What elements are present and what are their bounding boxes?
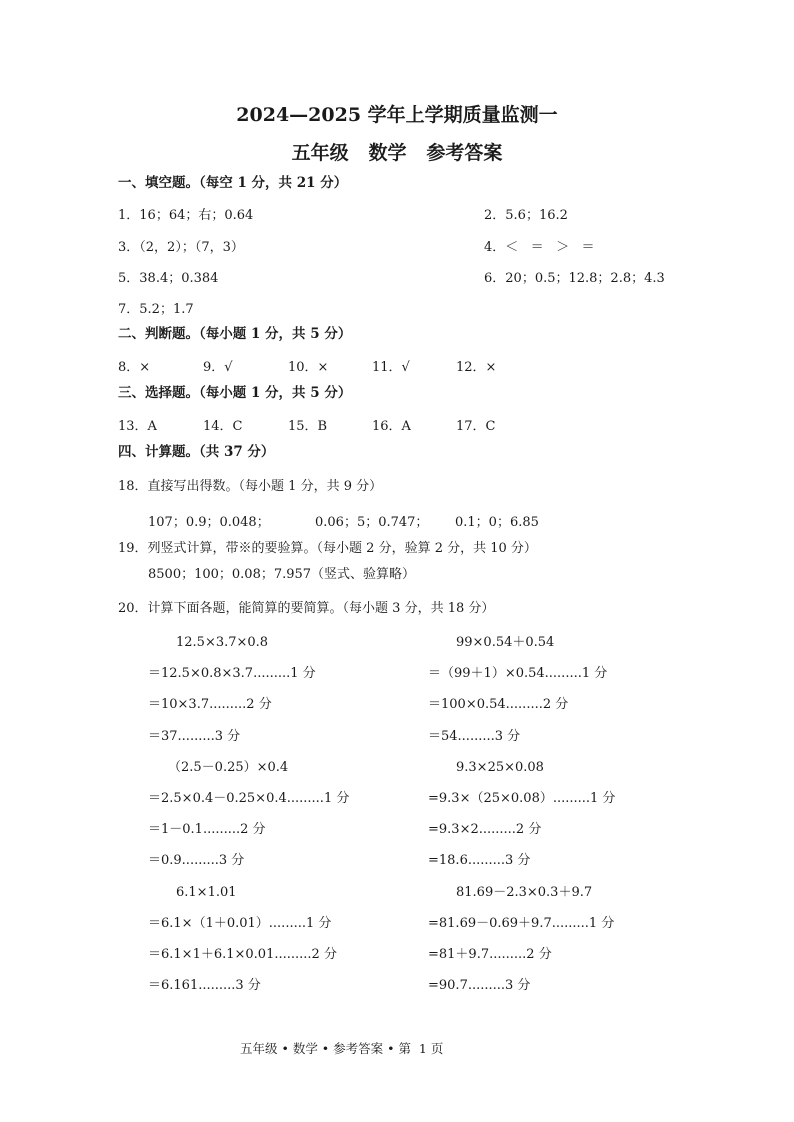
answer-q1: 1．16；64；右；0.64 [118,208,254,223]
answer-q9: 9．√ [203,360,233,375]
answer-q15: 15．B [288,419,328,434]
calc-right-2-step2: =9.3×2.........2 分 [428,822,542,837]
calc-right-1-expr: 99×0.54＋0.54 [456,635,555,650]
section-heading-fill-blank: 一、填空题。（每空 1 分，共 21 分） [118,175,348,191]
calc-left-3-step1: ＝6.1×（1＋0.01）.........1 分 [148,916,332,931]
section-heading-multiple-choice: 三、选择题。（每小题 1 分，共 5 分） [118,385,352,401]
answer-q13: 13．A [118,419,157,434]
calc-left-3-expr: 6.1×1.01 [176,885,237,900]
section-heading-calculation: 四、计算题。（共 37 分） [118,444,275,460]
calc-left-1-step1: ＝12.5×0.8×3.7.........1 分 [148,666,316,681]
calc-right-1-step2: ＝100×0.54.........2 分 [428,697,569,712]
calc-left-2-step2: ＝1－0.1.........2 分 [148,822,266,837]
calc-left-2-step1: ＝2.5×0.4－0.25×0.4.........1 分 [148,791,350,806]
calc-right-3-step2: =81＋9.7.........2 分 [428,947,552,962]
answer-19: 8500；100；0.08；7.957（竖式、验算略） [148,567,416,582]
answer-q17: 17．C [456,419,496,434]
calc-left-1-step2: ＝10×3.7.........2 分 [148,697,272,712]
answer-18-part2: 0.06；5；0.747； [315,515,429,530]
answer-18-part3: 0.1；0；6.85 [455,515,539,530]
answer-q5: 5．38.4；0.384 [118,271,219,286]
page-subtitle: 五年级 数学 参考答案 [291,142,503,164]
answer-q7: 7．5.2；1.7 [118,302,194,317]
question-19: 19．列竖式计算，带※的要验算。（每小题 2 分，验算 2 分，共 10 分） [118,541,537,556]
answer-q11: 11．√ [372,360,410,375]
calc-right-3-step3: =90.7.........3 分 [428,978,531,993]
answer-q14: 14．C [203,419,243,434]
answer-q8: 8．× [118,360,151,375]
page-footer: 五年级 • 数学 • 参考答案 • 第 1 页 [240,1041,444,1056]
calc-right-1-step1: ＝（99＋1）×0.54.........1 分 [428,666,608,681]
calc-left-1-step3: ＝37.........3 分 [148,729,241,744]
answer-q4: 4．＜ ＝ ＞ ＝ [484,240,595,255]
answer-18-part1: 107；0.9；0.048； [148,515,270,530]
calc-left-3-step2: ＝6.1×1＋6.1×0.01.........2 分 [148,947,337,962]
question-18: 18．直接写出得数。（每小题 1 分，共 9 分） [118,479,383,494]
calc-right-2-step1: =9.3×（25×0.08）.........1 分 [428,791,616,806]
calc-right-1-step3: ＝54.........3 分 [428,729,521,744]
section-heading-true-false: 二、判断题。（每小题 1 分，共 5 分） [118,326,352,342]
answer-q10: 10．× [288,360,329,375]
calc-left-3-step3: ＝6.161.........3 分 [148,978,261,993]
answer-q6: 6．20；0.5；12.8；2.8；4.3 [484,271,665,286]
calc-left-1-expr: 12.5×3.7×0.8 [176,635,269,650]
answer-q16: 16．A [372,419,411,434]
answer-q12: 12．× [456,360,497,375]
calc-right-2-expr: 9.3×25×0.08 [456,760,544,775]
calc-right-3-expr: 81.69－2.3×0.3＋9.7 [456,885,593,900]
calc-right-2-step3: =18.6.........3 分 [428,853,531,868]
question-20: 20．计算下面各题，能简算的要简算。（每小题 3 分，共 18 分） [118,601,495,616]
answer-q2: 2．5.6；16.2 [484,208,568,223]
calc-right-3-step1: =81.69－0.69＋9.7.........1 分 [428,916,615,931]
calc-left-2-step3: ＝0.9.........3 分 [148,853,245,868]
page-title: 2024—2025 学年上学期质量监测一 [236,104,558,126]
calc-left-2-expr: （2.5－0.25）×0.4 [168,760,289,775]
answer-q3: 3．（2，2）；（7，3） [118,240,244,255]
